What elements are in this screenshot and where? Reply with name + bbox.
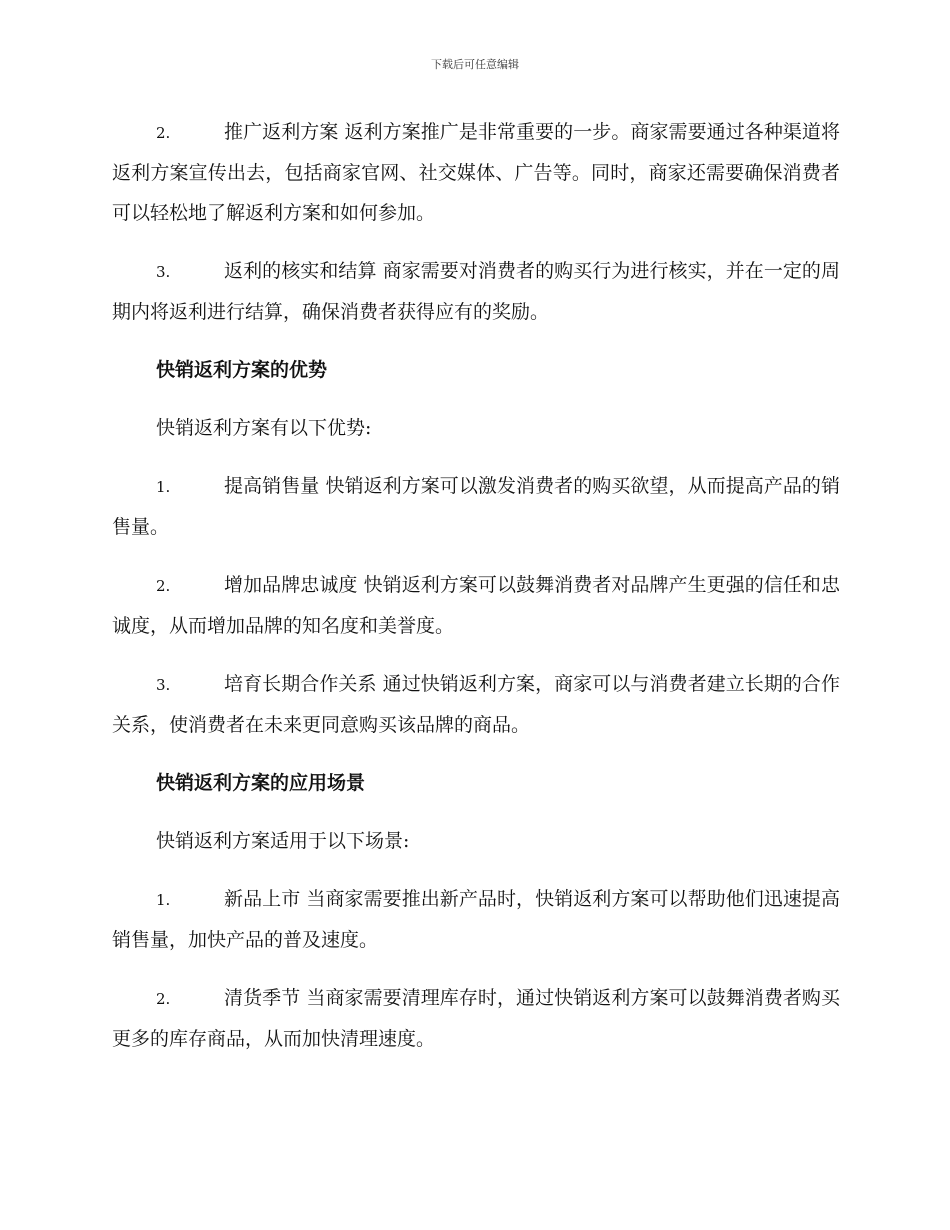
list-number: 3. (156, 676, 171, 694)
list-text: 推广返利方案 返利方案推广是非常重要的一步。商家需要通过各种渠道将返利方案宣传出去，包括商家官网、社交媒体、广告等。同时，商家还需要确保消费者可以轻松地了解返利方案和如何参加。 (112, 121, 840, 224)
list-text: 清货季节 当商家需要清理库存时，通过快销返利方案可以鼓舞消费者购买更多的库存商品，从而加快清理速度。 (112, 987, 840, 1050)
section-heading: 快销返利方案的应用场景 (156, 772, 366, 794)
section-intro: 快销返利方案适用于以下场景: (156, 830, 410, 852)
document-body (112, 112, 840, 1077)
list-number: 2. (156, 124, 171, 142)
list-item (112, 664, 840, 745)
list-item (112, 565, 840, 646)
list-number: 1. (156, 478, 171, 496)
list-text: 提高销售量 快销返利方案可以激发消费者的购买欲望，从而提高产品的销售量。 (112, 475, 840, 538)
list-text: 培育长期合作关系 通过快销返利方案，商家可以与消费者建立长期的合作关系，使消费者在未来更同意购买该品牌的商品。 (112, 673, 840, 736)
section-intro: 快销返利方案有以下优势: (156, 417, 372, 439)
list-item (112, 879, 840, 960)
list-item (112, 466, 840, 547)
list-text: 返利的核实和结算 商家需要对消费者的购买行为进行核实，并在一定的周期内将返利进行结算，确保消费者获得应有的奖励。 (112, 260, 840, 323)
list-text: 增加品牌忠诚度 快销返利方案可以鼓舞消费者对品牌产生更强的信任和忠诚度，从而增加品牌的知名度和美誉度。 (112, 574, 840, 637)
list-number: 1. (156, 891, 171, 909)
page-header: 下载后可任意编辑 (431, 58, 519, 71)
list-text: 新品上市 当商家需要推出新产品时，快销返利方案可以帮助他们迅速提高销售量，加快产品的普及速度。 (112, 888, 840, 951)
list-number: 2. (156, 577, 171, 595)
list-number: 3. (156, 263, 171, 281)
list-item (112, 251, 840, 332)
list-item (112, 112, 840, 233)
list-item (112, 978, 840, 1059)
section-heading: 快销返利方案的优势 (156, 359, 328, 381)
list-number: 2. (156, 990, 171, 1008)
